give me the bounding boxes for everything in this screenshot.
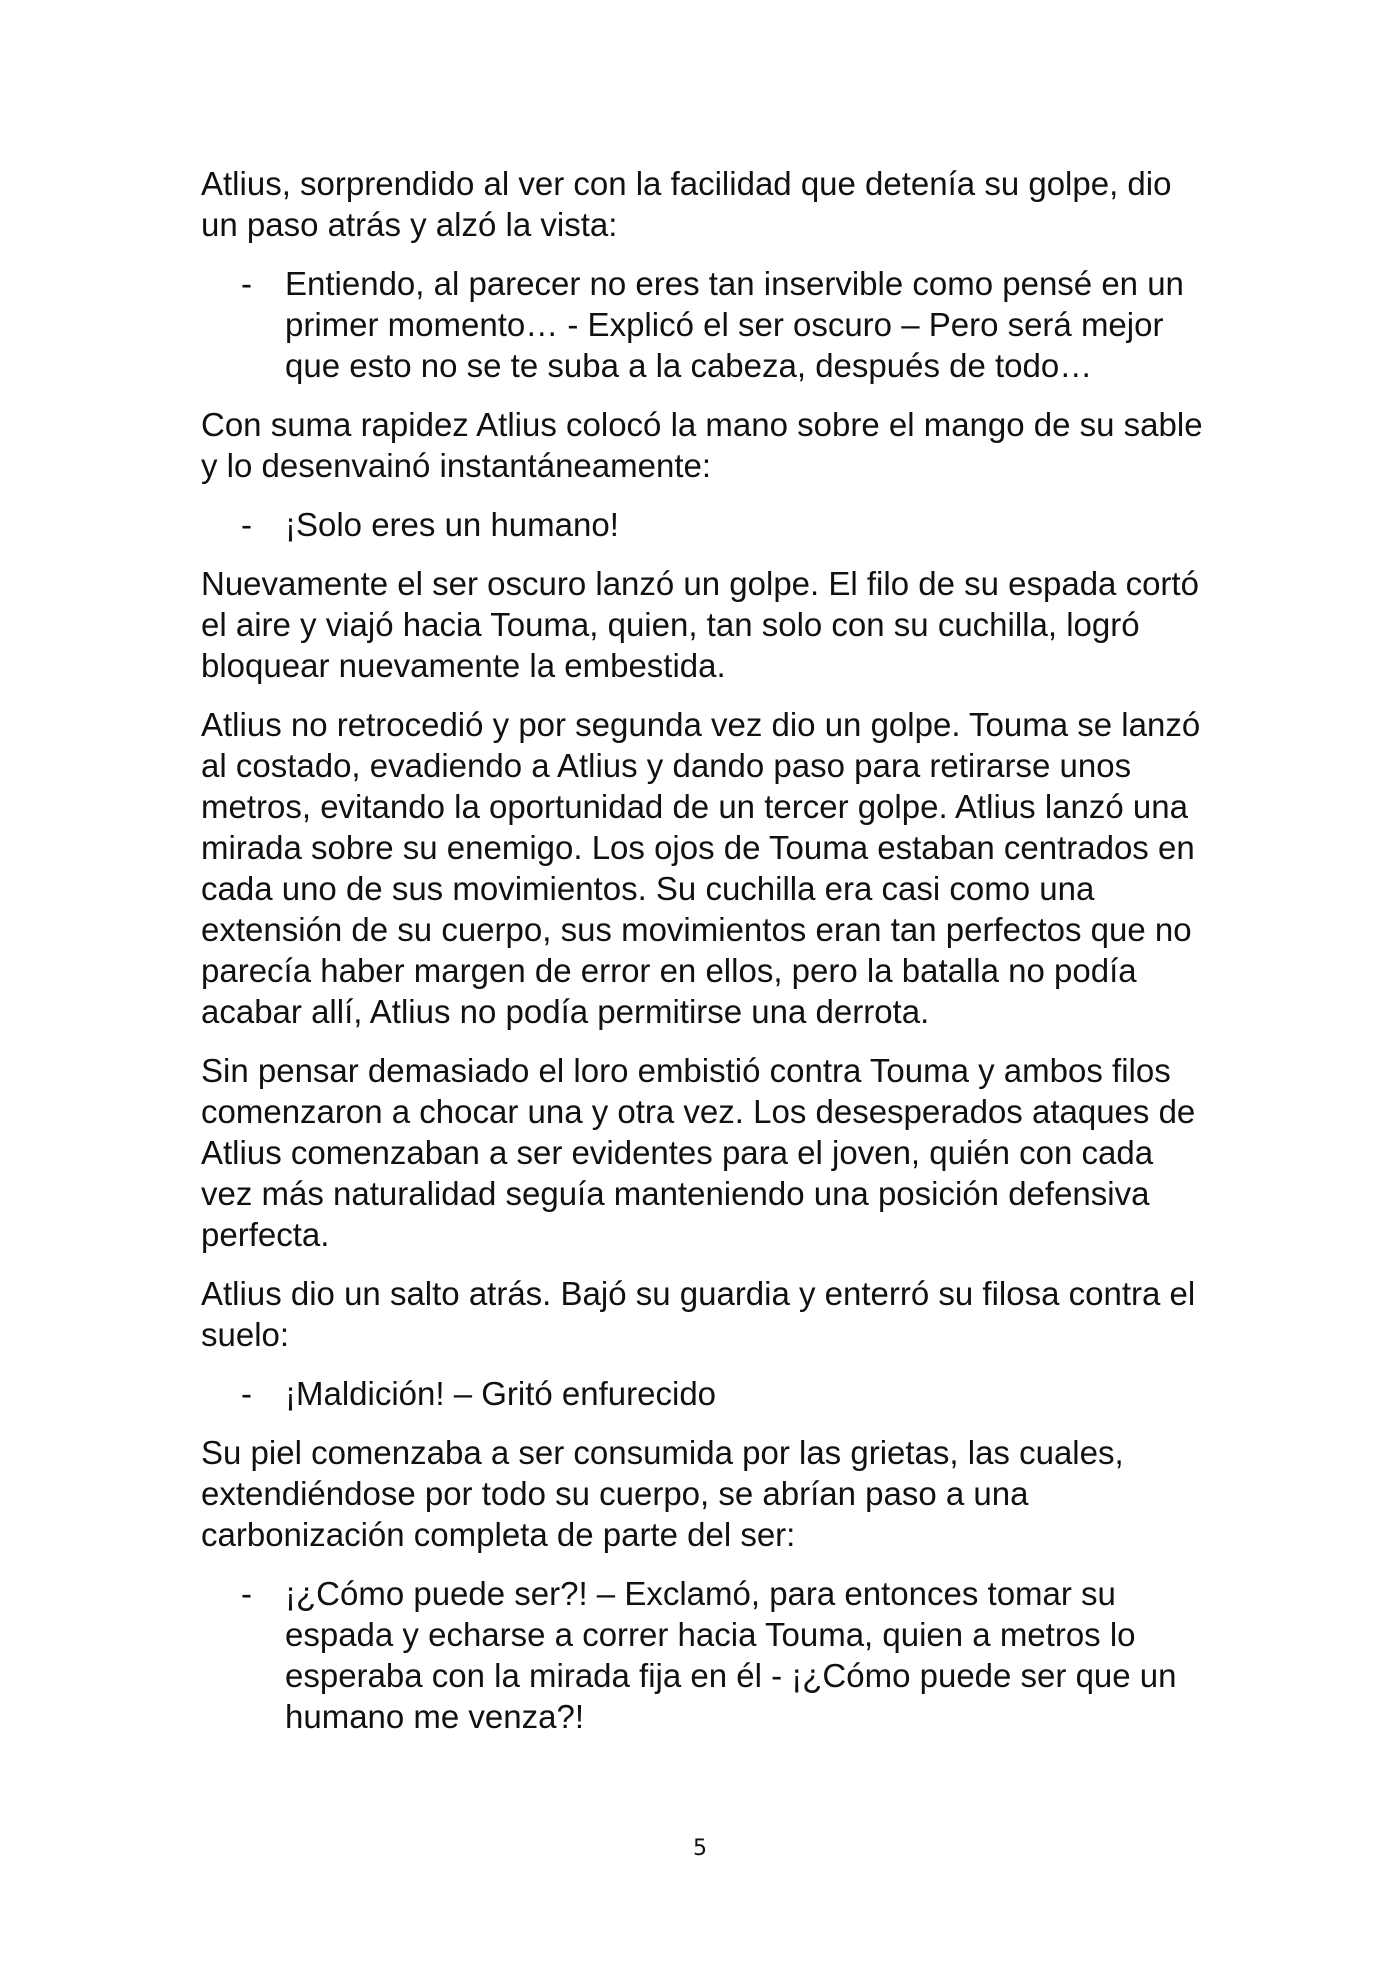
paragraph: Su piel comenzaba a ser consumida por las grietas, las cuales, extendiéndose por todo su cuerpo, se abrían paso a una carbonización completa de parte del ser: (201, 1434, 1124, 1553)
paragraph: Atlius no retrocedió y por segunda vez dio un golpe. Touma se lanzó al costado, evadiendo a Atlius y dando paso para retirarse unos metros, evitando la oportunidad de un tercer golpe. Atlius lanzó una mirada sobre su enemigo. Los ojos de Touma estaban centrados en cada uno de sus movimientos. Su cuchilla era casi como una extensión de su cuerpo, sus movimientos eran tan perfectos que no parecía haber margen de error en ellos, pero la batalla no podía acabar allí, Atlius no podía permitirse una derrota. (201, 706, 1201, 1030)
dialogue-line (201, 1573, 1211, 1737)
dialogue-line (201, 263, 1211, 386)
text-body (201, 163, 1211, 1755)
dialogue-text: ¡Maldición! – Gritó enfurecido (285, 1375, 717, 1412)
paragraph: Sin pensar demasiado el loro embistió contra Touma y ambos filos comenzaron a chocar una y otra vez. Los desesperados ataques de Atlius comenzaban a ser evidentes para el joven, quién con cada vez más naturalidad seguía manteniendo una posición defensiva perfecta. (201, 1052, 1196, 1253)
dialogue-line (201, 504, 1211, 545)
paragraph: Nuevamente el ser oscuro lanzó un golpe. El filo de su espada cortó el aire y viajó hacia Touma, quien, tan solo con su cuchilla, logró bloquear nuevamente la embestida. (201, 565, 1199, 684)
paragraph: Atlius dio un salto atrás. Bajó su guardia y enterró su filosa contra el suelo: (201, 1275, 1196, 1353)
dialogue-line (201, 1373, 1211, 1414)
dialogue-dash: - (241, 265, 252, 302)
paragraph: Atlius, sorprendido al ver con la facilidad que detenía su golpe, dio un paso atrás y alzó la vista: (201, 165, 1172, 243)
dialogue-dash: - (241, 1375, 252, 1412)
dialogue-text: Entiendo, al parecer no eres tan inservible como pensé en un primer momento… - Explicó el ser oscuro – Pero será mejor que esto no se te suba a la cabeza, después de todo… (285, 265, 1184, 384)
dialogue-dash: - (241, 1575, 252, 1612)
dialogue-text: ¡¿Cómo puede ser?! – Exclamó, para entonces tomar su espada y echarse a correr hacia Touma, quien a metros lo esperaba con la mirada fija en él - ¡¿Cómo puede ser que un humano me venza?! (285, 1575, 1177, 1735)
dialogue-text: ¡Solo eres un humano! (285, 506, 619, 543)
page-number: 5 (693, 1836, 707, 1861)
paragraph: Con suma rapidez Atlius colocó la mano sobre el mango de su sable y lo desenvainó instantáneamente: (201, 406, 1203, 484)
dialogue-dash: - (241, 506, 252, 543)
